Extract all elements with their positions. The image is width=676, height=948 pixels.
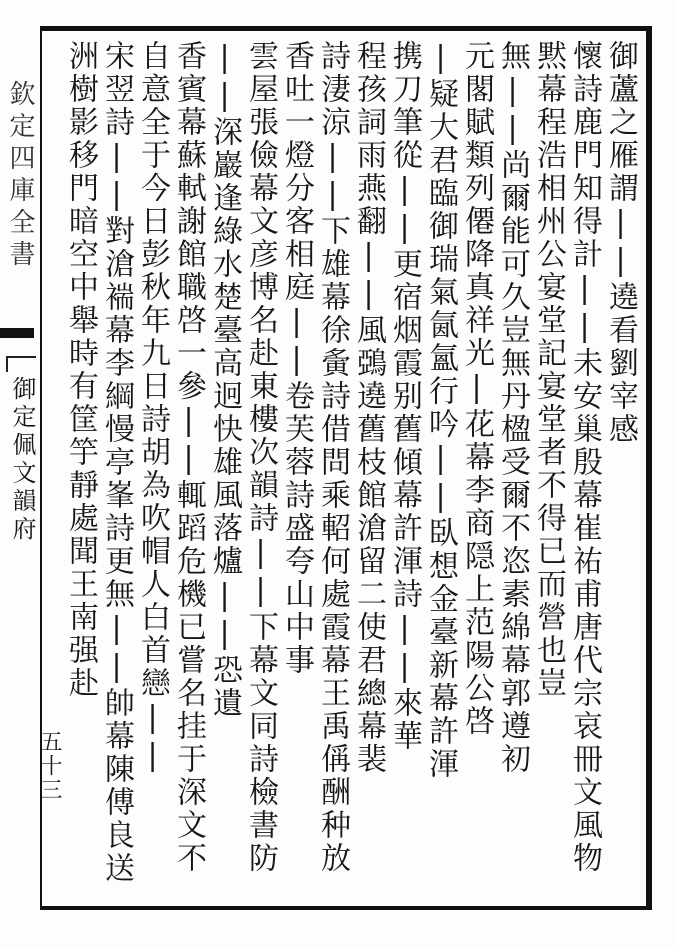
folio-number: 五十三 xyxy=(37,730,62,802)
text-column-3: 黙幕程浩相州公宴堂記宴堂者不得已而營也豈 xyxy=(531,40,566,700)
text-column-16: 洲樹影移門暗空中舉時有筐竽靜處聞王南强赴 xyxy=(63,40,98,700)
text-column-2: 懷詩鹿門知得計||未安巢殷幕崔祐甫唐代宗哀冊文風物 xyxy=(567,40,602,875)
book-title: 御定佩文韻府 xyxy=(8,376,36,544)
title-bracket xyxy=(6,356,36,372)
frame-bottom-border xyxy=(40,906,652,910)
text-column-10: 香吐一燈分客相庭||卷芙蓉詩盛夸山中事 xyxy=(279,40,314,677)
frame-top-border xyxy=(40,26,652,31)
text-column-1: 御蘆之雁謂||遶看劉宰感 xyxy=(603,40,638,446)
text-column-11: 雲屋張儉幕文彦博名赴東樓次韻詩||下幕文同詩檢書防 xyxy=(243,40,278,875)
text-column-5: 元閣賦類列僊降真祥光|花幕李商隠上范陽公啓 xyxy=(459,40,494,738)
text-column-4: 無||尚爾能可久豈無丹楹受爾不恣素綿幕郭遵初 xyxy=(495,40,530,776)
text-column-14: 自意全于今日彭秋年九日詩胡為吹帽人白首戀|| xyxy=(135,40,170,776)
margin-column xyxy=(0,40,62,900)
text-column-9: 詩淒涼||下雄幕徐夤詩借問乘軺何處霞幕王禹偁酬种放 xyxy=(315,40,350,875)
text-column-7: 携刀筆從||更宿烟霞别舊傾幕許渾詩||來華 xyxy=(387,40,422,753)
text-column-12: ||深巖逢綠水楚臺高迥快雄風落爐||恐遺 xyxy=(207,40,242,720)
running-header: 欽定四庫全書 xyxy=(5,80,35,272)
text-column-15: 宋翌詩||對滄褍幕李綱慢亭峯詩更無||帥幕陳傅良送 xyxy=(99,40,134,885)
text-column-13: 香賓幕蘇軾謝館職啓一參||輒蹈危機已嘗名挂于深文不 xyxy=(171,40,206,875)
text-column-8: 程孩詞雨燕翻||風鵶遶舊枝館滄留二使君總幕裴 xyxy=(351,40,386,776)
text-column-6: |疑大君臨御瑞氣氤氳行吟||臥想金臺新幕許渾 xyxy=(423,40,458,781)
fishtail-marker xyxy=(0,328,34,338)
frame-right-border xyxy=(646,26,652,910)
